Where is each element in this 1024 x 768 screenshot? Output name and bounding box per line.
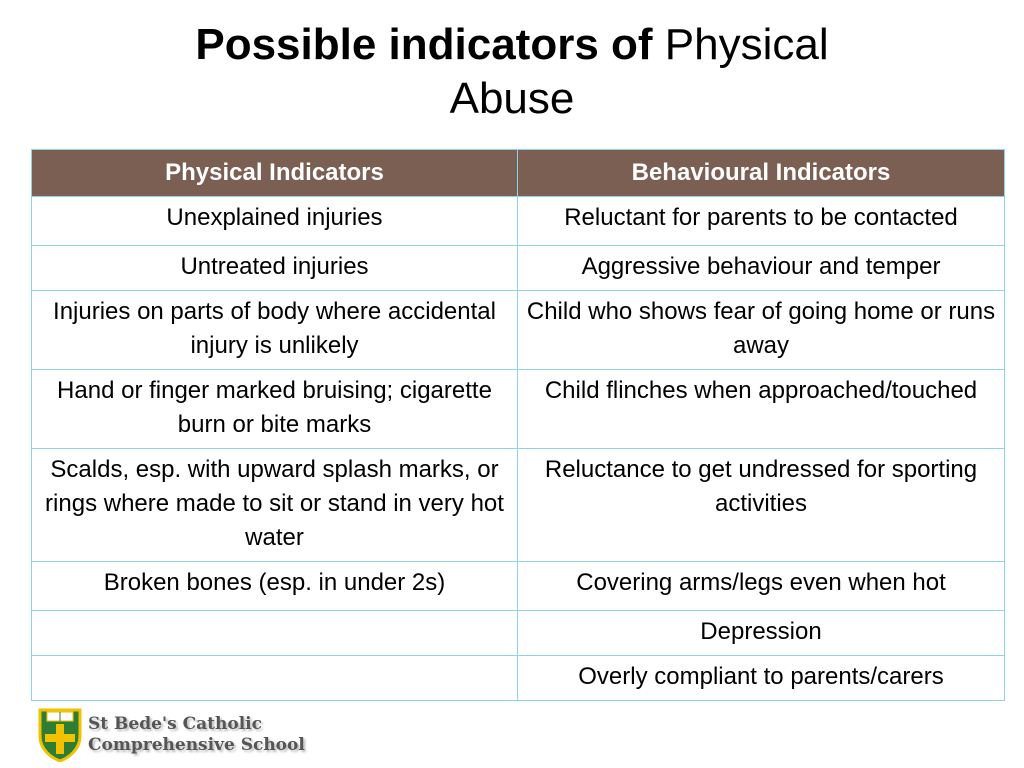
school-name-line-2: Comprehensive School	[88, 735, 305, 755]
behavioural-cell: Reluctant for parents to be contacted	[518, 197, 1005, 246]
table-row	[32, 291, 1005, 370]
table-row	[32, 197, 1005, 246]
school-name-line-1: St Bede's Catholic	[88, 714, 262, 734]
physical-cell: Hand or finger marked bruising; cigarette burn or bite marks	[32, 370, 518, 449]
header-physical-indicators: Physical Indicators	[32, 150, 518, 197]
physical-cell	[32, 611, 518, 656]
school-name	[88, 714, 305, 756]
table-row	[32, 562, 1005, 611]
physical-cell	[32, 656, 518, 701]
behavioural-cell: Reluctance to get undressed for sporting activities	[518, 449, 1005, 562]
table-header-row	[32, 150, 1005, 197]
table-row	[32, 370, 1005, 449]
school-logo	[38, 708, 305, 762]
table-row	[32, 611, 1005, 656]
header-behavioural-indicators: Behavioural Indicators	[518, 150, 1005, 197]
behavioural-cell: Overly compliant to parents/carers	[518, 656, 1005, 701]
physical-cell: Scalds, esp. with upward splash marks, or rings where made to sit or stand in very hot water	[32, 449, 518, 562]
table-row	[32, 449, 1005, 562]
title-bold: Possible indicators of	[195, 20, 653, 69]
title-normal-1: Physical	[664, 20, 829, 69]
table-row	[32, 246, 1005, 291]
physical-cell: Injuries on parts of body where accidental injury is unlikely	[32, 291, 518, 370]
behavioural-cell: Child flinches when approached/touched	[518, 370, 1005, 449]
behavioural-cell: Child who shows fear of going home or runs away	[518, 291, 1005, 370]
school-shield-icon	[38, 708, 82, 762]
slide-title	[0, 18, 1024, 126]
behavioural-cell: Depression	[518, 611, 1005, 656]
behavioural-cell: Aggressive behaviour and temper	[518, 246, 1005, 291]
indicators-table	[31, 149, 1005, 701]
table-row	[32, 656, 1005, 701]
physical-cell: Broken bones (esp. in under 2s)	[32, 562, 518, 611]
behavioural-cell: Covering arms/legs even when hot	[518, 562, 1005, 611]
physical-cell: Unexplained injuries	[32, 197, 518, 246]
physical-cell: Untreated injuries	[32, 246, 518, 291]
title-normal-2: Abuse	[449, 74, 575, 123]
